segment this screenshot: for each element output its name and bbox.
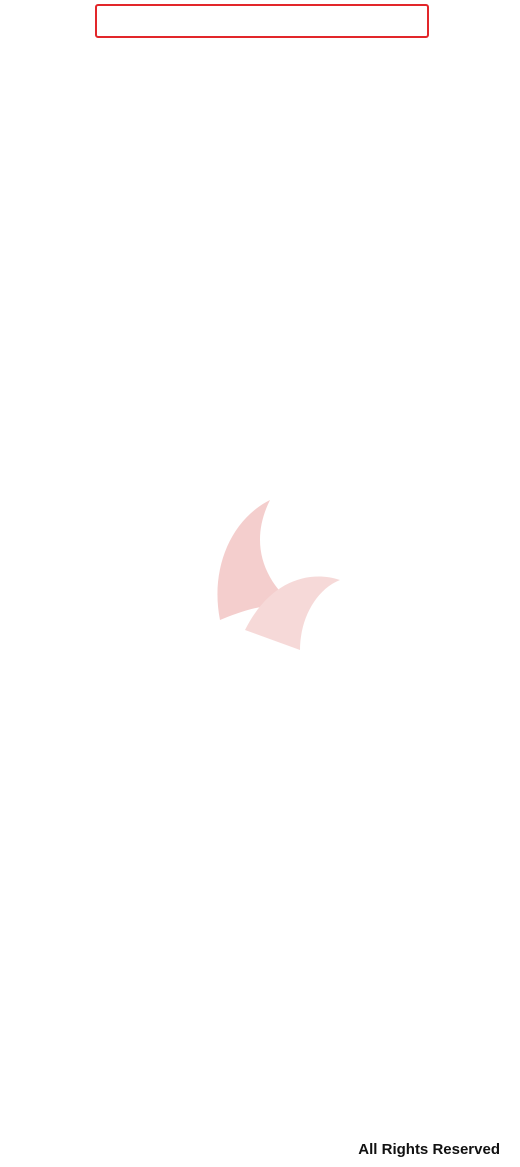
headline [95, 4, 429, 38]
pull-quote [14, 604, 506, 664]
footer-english-text: All Rights Reserved [358, 1141, 500, 1158]
copyright-footer [358, 1141, 510, 1163]
article-paragraph-2 [8, 670, 512, 1140]
